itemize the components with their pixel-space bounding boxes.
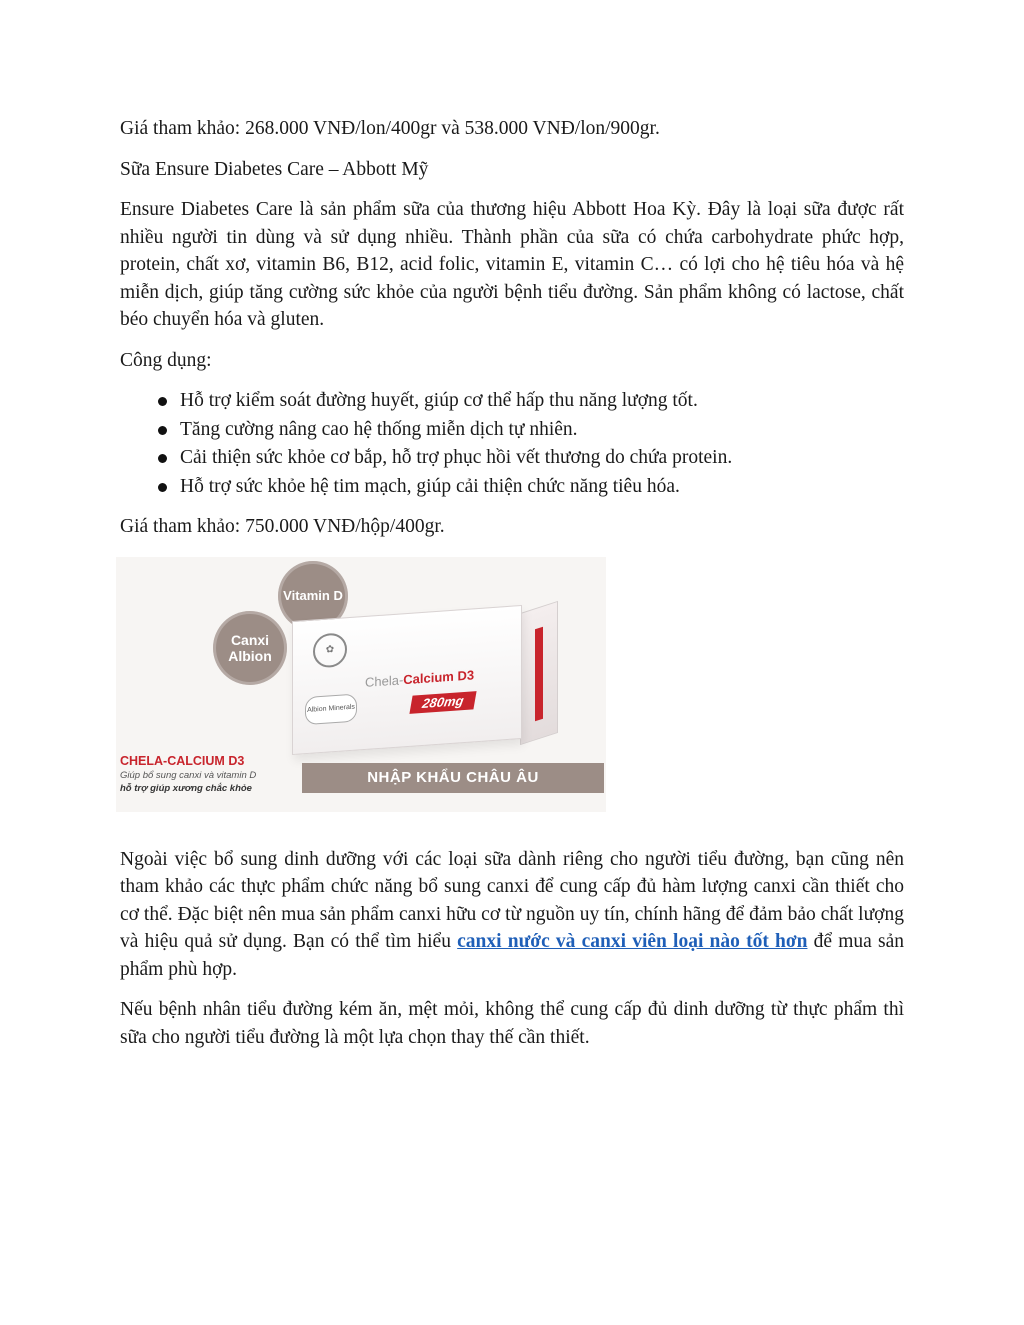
ensure-description: Ensure Diabetes Care là sản phẩm sữa của thương hiệu Abbott Hoa Kỳ. Đây là loại sữa được rất nhiều người tin dùng và sử dụng nhiều. Thành phần của sữa có chứa carbohydrate phức hợp, protein, chất xơ, vitamin B6, B12, acid folic, vitamin E, vitamin C… có lợi cho hệ tiêu hóa và hệ miễn dịch, giúp tăng cường sức khỏe của người bệnh tiểu đường. Sản phẩm không có lactose, chất béo chuyển hóa và gluten. <box>120 199 904 330</box>
price-paragraph-2: Giá tham khảo: 750.000 VNĐ/hộp/400gr. <box>120 516 445 537</box>
import-banner: NHẬP KHẨU CHÂU ÂU <box>302 763 604 793</box>
vitamin-d-badge-text: Vitamin D <box>283 587 343 603</box>
albion-label: Albion Minerals <box>307 703 355 714</box>
list-item-text: Hỗ trợ sức khỏe hệ tim mạch, giúp cải thiện chức năng tiêu hóa. <box>180 475 680 497</box>
box-red-stripe <box>535 626 543 721</box>
final-paragraph: Nếu bệnh nhân tiểu đường kém ăn, mệt mỏi, không thể cung cấp đủ dinh dưỡng từ thực phẩm thì sữa cho người tiểu đường là một lựa chọn thay thế cần thiết. <box>120 999 904 1048</box>
caption-subtitle-2-text: hỗ trợ giúp xương chắc khỏe <box>120 782 252 794</box>
canxi-albion-badge-text: Canxi Albion <box>228 631 272 664</box>
bullet-icon <box>158 454 167 463</box>
calcium-comparison-link[interactable]: canxi nước và canxi viên loại nào tốt hơn <box>457 931 808 952</box>
bullet-icon <box>158 426 167 435</box>
ensure-heading: Sữa Ensure Diabetes Care – Abbott Mỹ <box>120 158 429 180</box>
list-item <box>158 444 904 473</box>
list-item <box>158 387 904 416</box>
canxi-albion-badge <box>213 611 287 685</box>
product-image-chela-calcium <box>116 557 606 812</box>
caption-product-name: CHELA-CALCIUM D3 <box>120 753 245 768</box>
product-caption <box>120 753 256 795</box>
box-brand-main: Calcium D3 <box>403 666 475 687</box>
product-box-side <box>520 600 558 744</box>
caption-subtitle-2 <box>120 782 256 795</box>
document-page <box>120 115 904 1064</box>
dosage-badge-text: 280mg <box>421 692 466 711</box>
caption-subtitle-1: Giúp bổ sung canxi và vitamin D <box>120 769 257 781</box>
uses-list <box>120 387 904 501</box>
box-brand-prefix: Chela- <box>365 671 404 690</box>
box-brand <box>365 661 474 696</box>
list-item <box>158 416 904 445</box>
product-box <box>292 604 522 754</box>
calcium-paragraph-text: Ngoài việc bổ sung dinh dưỡng với các loại sữa dành riêng cho người tiểu đường, bạn cũng nên tham khảo các thực phẩm chức năng bổ sung canxi để cung cấp đủ hàm lượng canxi cần thiết cho cơ thể. Đặc biệt nên mua sản phẩm canxi hữu cơ từ nguồn uy tín, chính hãng để đảm bảo chất lượng và hiệu quả sử dụng. Bạn có thể tìm hiểu <box>120 848 904 952</box>
calcium-paragraph <box>120 846 904 984</box>
box-logo-icon: ✿ <box>313 632 347 668</box>
calcium-paragraph-tail: để mua sản phẩm phù hợp. <box>120 931 904 980</box>
list-item-text: Hỗ trợ kiểm soát đường huyết, giúp cơ thể hấp thu năng lượng tốt. <box>180 390 698 411</box>
list-item-text: Tăng cường nâng cao hệ thống miễn dịch tự nhiên. <box>180 418 578 440</box>
list-item <box>158 473 904 502</box>
bullet-icon <box>158 397 167 406</box>
albion-minerals-logo <box>305 693 357 725</box>
bullet-icon <box>158 483 167 492</box>
uses-label: Công dụng: <box>120 349 212 371</box>
list-item-text: Cải thiện sức khỏe cơ bắp, hỗ trợ phục hồi vết thương do chứa protein. <box>180 447 733 468</box>
price-paragraph-1: Giá tham khảo: 268.000 VNĐ/lon/400gr và 538.000 VNĐ/lon/900gr. <box>120 118 660 139</box>
dosage-badge <box>409 691 476 714</box>
